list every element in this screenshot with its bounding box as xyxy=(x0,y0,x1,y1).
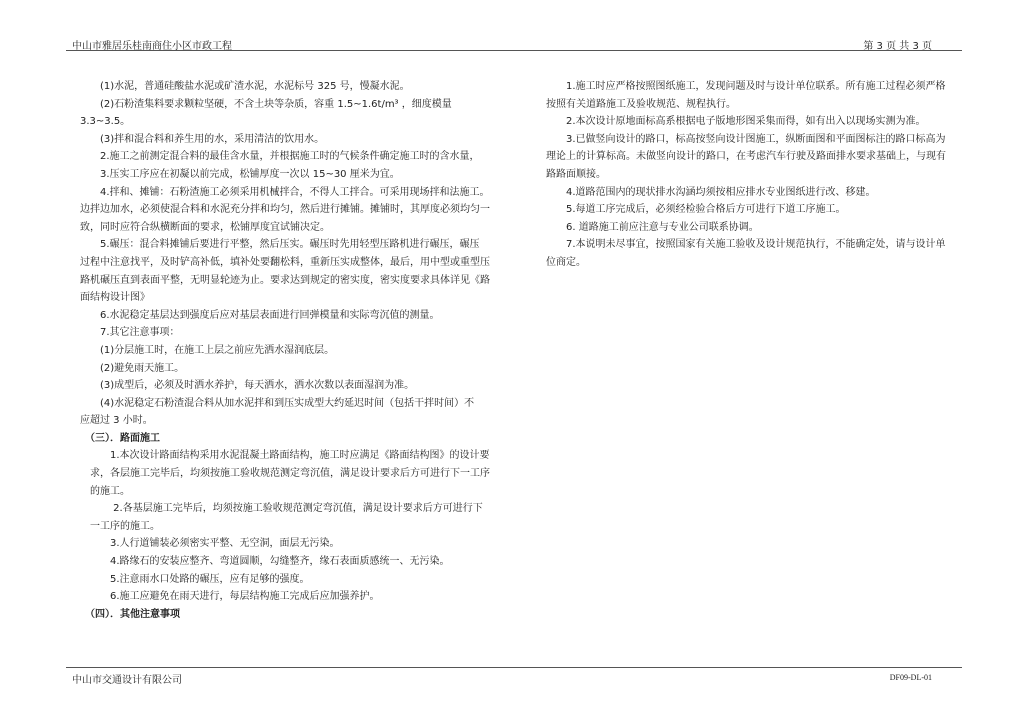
footer-drawing-code: DF09-DL-01 xyxy=(889,673,932,682)
paragraph-line: (2)石粉渣集料要求颗粒坚硬，不含土块等杂质，容重 1.5~1.6t/m³ ，细度模量 xyxy=(80,98,452,110)
paragraph-line: 求，各层施工完毕后，均须按施工验收规范测定弯沉值，满足设计要求后方可进行下一工序 xyxy=(80,468,490,480)
paragraph-line: 路路面顺接。 xyxy=(546,168,606,180)
paragraph-line: 路机碾压直到表面平整，无明显轮迹为止。要求达到规定的密实度，密实度要求具体详见《路 xyxy=(80,274,490,286)
section-heading: （四）．其他注意事项 xyxy=(80,608,180,620)
page-number: 第 3 页 共 3 页 xyxy=(863,41,932,52)
paragraph-line: 4.拌和、摊铺：石粉渣施工必须采用机械拌合，不得人工拌合。可采用现场拌和法施工。 xyxy=(80,186,490,198)
paragraph-line: 3.人行道铺装必须密实平整、无空洞，面层无污染。 xyxy=(80,538,340,550)
paragraph-line: 5.碾压：混合料摊铺后要进行平整，然后压实。碾压时先用轻型压路机进行碾压，碾压 xyxy=(80,239,480,251)
paragraph-line: 4.路缘石的安装应整齐、弯道圆顺，勾缝整齐，缘石表面质感统一、无污染。 xyxy=(80,556,450,568)
paragraph-line: 4.道路范围内的现状排水沟涵均须按相应排水专业图纸进行改、移建。 xyxy=(546,186,876,198)
paragraph-line: 理论上的计算标高。未做竖向设计的路口，在考虑汽车行驶及路面排水要求基础上，与现有 xyxy=(546,151,946,163)
paragraph-line: 7.其它注意事项： xyxy=(80,327,180,339)
paragraph-line: 6. 道路施工前应注意与专业公司联系协调。 xyxy=(546,221,759,233)
paragraph-line: 1.施工时应严格按照图纸施工，发现问题及时与设计单位联系。所有施工过程必须严格 xyxy=(546,81,946,92)
paragraph-line: 3.已做竖向设计的路口，标高按竖向设计图施工，纵断面图和平面图标注的路口标高为 xyxy=(546,133,946,145)
paragraph-line: 6.水泥稳定基层达到强度后应对基层表面进行回弹模量和实际弯沉值的测量。 xyxy=(80,309,440,321)
paragraph-line: (1)水泥，普通硅酸盐水泥或矿渣水泥，水泥标号 325 号，慢凝水泥。 xyxy=(80,81,410,92)
paragraph-line: 5.注意雨水口处路的碾压，应有足够的强度。 xyxy=(80,573,310,585)
paragraph-line: 2.各基层施工完毕后，均须按施工验收规范测定弯沉值，满足设计要求后方可进行下 xyxy=(80,503,483,515)
right-column xyxy=(546,78,966,272)
paragraph-line: 应超过 3 小时。 xyxy=(80,415,153,427)
paragraph-line: 1.本次设计路面结构采用水泥混凝土路面结构，施工时应满足《路面结构图》的设计要 xyxy=(80,450,490,462)
paragraph-line: (3)成型后，必须及时洒水养护，每天洒水，洒水次数以表面湿润为准。 xyxy=(80,380,415,392)
section-heading: （三）．路面施工 xyxy=(80,432,160,444)
header-title: 中山市雅居乐桂南商住小区市政工程 xyxy=(72,41,232,52)
paragraph-line: 按照有关道路施工及验收规范、规程执行。 xyxy=(546,98,736,110)
paragraph-line: 一工序的施工。 xyxy=(80,520,160,532)
paragraph-line: 3.3~3.5。 xyxy=(80,116,131,128)
paragraph-line: (4)水泥稳定石粉渣混合料从加水泥拌和到压实成型大约延迟时间（包括干拌时间）不 xyxy=(80,397,475,409)
footer-company: 中山市交通设计有限公司 xyxy=(72,675,182,686)
paragraph-line: (2)避免雨天施工。 xyxy=(80,362,185,374)
paragraph-line: 边拌边加水，必须使混合料和水泥充分拌和均匀，然后进行摊铺。摊铺时，其厚度必须均匀一 xyxy=(80,204,490,216)
paragraph-line: 6.施工应避免在雨天进行，每层结构施工完成后应加强养护。 xyxy=(80,591,380,603)
paragraph-line: 的施工。 xyxy=(80,485,130,497)
footer-divider xyxy=(66,667,962,668)
paragraph-line: 2.施工之前测定混合料的最佳含水量，并根据施工时的气候条件确定施工时的含水量， xyxy=(80,151,480,163)
paragraph-line: (1)分层施工时，在施工上层之前应先洒水湿润底层。 xyxy=(80,344,335,356)
paragraph-line: 致，同时应符合纵横断面的要求，松铺厚度宜试铺决定。 xyxy=(80,221,330,233)
paragraph-line: 5.每道工序完成后，必须经检验合格后方可进行下道工序施工。 xyxy=(546,204,846,216)
left-column xyxy=(80,78,492,623)
paragraph-line: 过程中注意找平，及时铲高补低，填补处要翻松料，重新压实成整体，最后，用中型或重型压 xyxy=(80,256,490,268)
paragraph-line: 7.本说明未尽事宜，按照国家有关施工验收及设计规范执行，不能确定处，请与设计单 xyxy=(546,239,946,251)
paragraph-line: (3)拌和混合料和养生用的水，采用清洁的饮用水。 xyxy=(80,133,325,145)
paragraph-line: 面结构设计图》 xyxy=(80,292,150,304)
header-divider xyxy=(66,50,962,51)
paragraph-line: 3.压实工序应在初凝以前完成，松铺厚度一次以 15~30 厘米为宜。 xyxy=(80,168,400,180)
paragraph-line: 位商定。 xyxy=(546,256,586,268)
paragraph-line: 2.本次设计原地面标高系根据电子版地形图采集而得，如有出入以现场实测为准。 xyxy=(546,116,926,128)
